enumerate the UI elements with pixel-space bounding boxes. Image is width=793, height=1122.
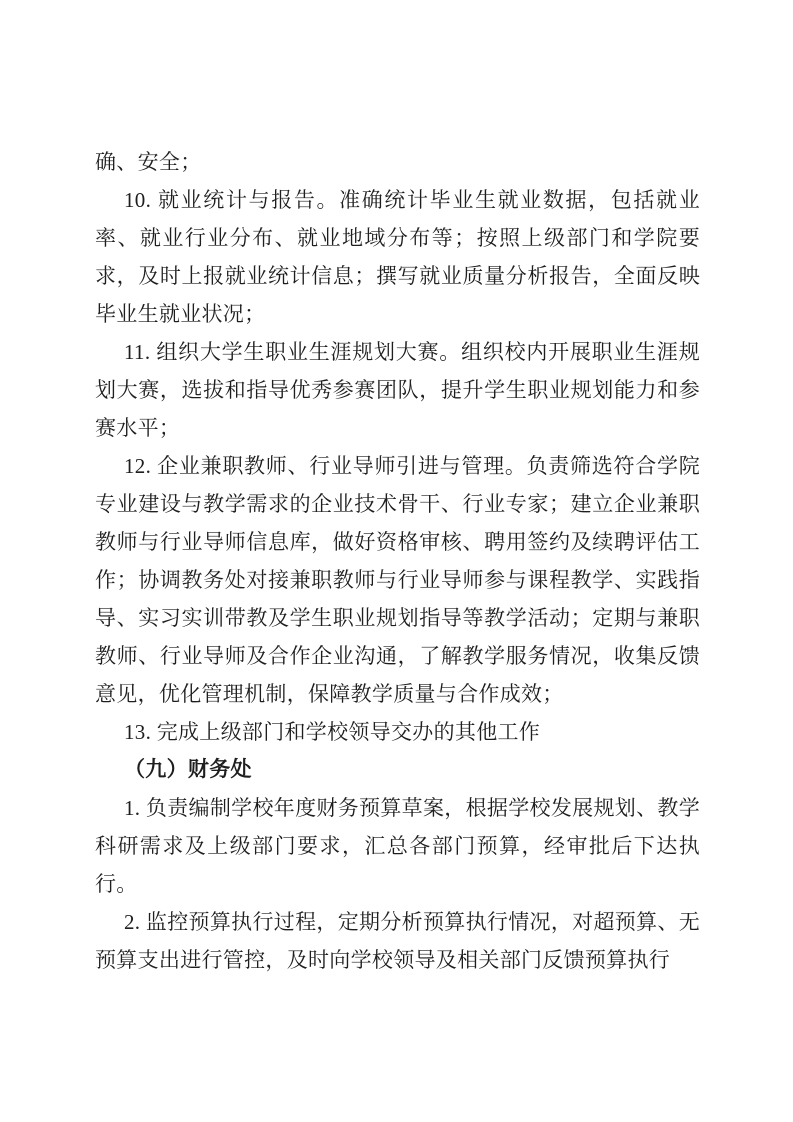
section-heading: （九）财务处 (124, 758, 252, 781)
paragraph: 确、安全； (95, 150, 202, 174)
paragraph: 1. 负责编制学校年度财务预算草案，根据学校发展规划、教学科研需求及上级部门要求，汇总各部门预算，经审批后下达执行。 (95, 796, 700, 896)
paragraph: 11. 组织大学生职业生涯规划大赛。组织校内开展职业生涯规划大赛，选拔和指导优秀参赛团队，提升学生职业规划能力和参赛水平； (95, 340, 700, 440)
paragraph: 2. 监控预算执行过程，定期分析预算执行情况，对超预算、无预算支出进行管控，及时向学校领导及相关部门反馈预算执行 (95, 910, 700, 972)
paragraph: 13. 完成上级部门和学校领导交办的其他工作 (124, 720, 541, 744)
document-content (95, 143, 700, 979)
paragraph: 10. 就业统计与报告。准确统计毕业生就业数据，包括就业率、就业行业分布、就业地域分布等；按照上级部门和学院要求，及时上报就业统计信息；撰写就业质量分析报告，全面反映毕业生就业状况； (95, 188, 700, 326)
paragraph: 12. 企业兼职教师、行业导师引进与管理。负责筛选符合学院专业建设与教学需求的企业技术骨干、行业专家；建立企业兼职教师与行业导师信息库，做好资格审核、聘用签约及续聘评估工作；协调教务处对接兼职教师与行业导师参与课程教学、实践指导、实习实训带教及学生职业规划指导等教学活动；定期与兼职教师、行业导师及合作企业沟通，了解教学服务情况，收集反馈意见，优化管理机制，保障教学质量与合作成效； (95, 454, 700, 706)
